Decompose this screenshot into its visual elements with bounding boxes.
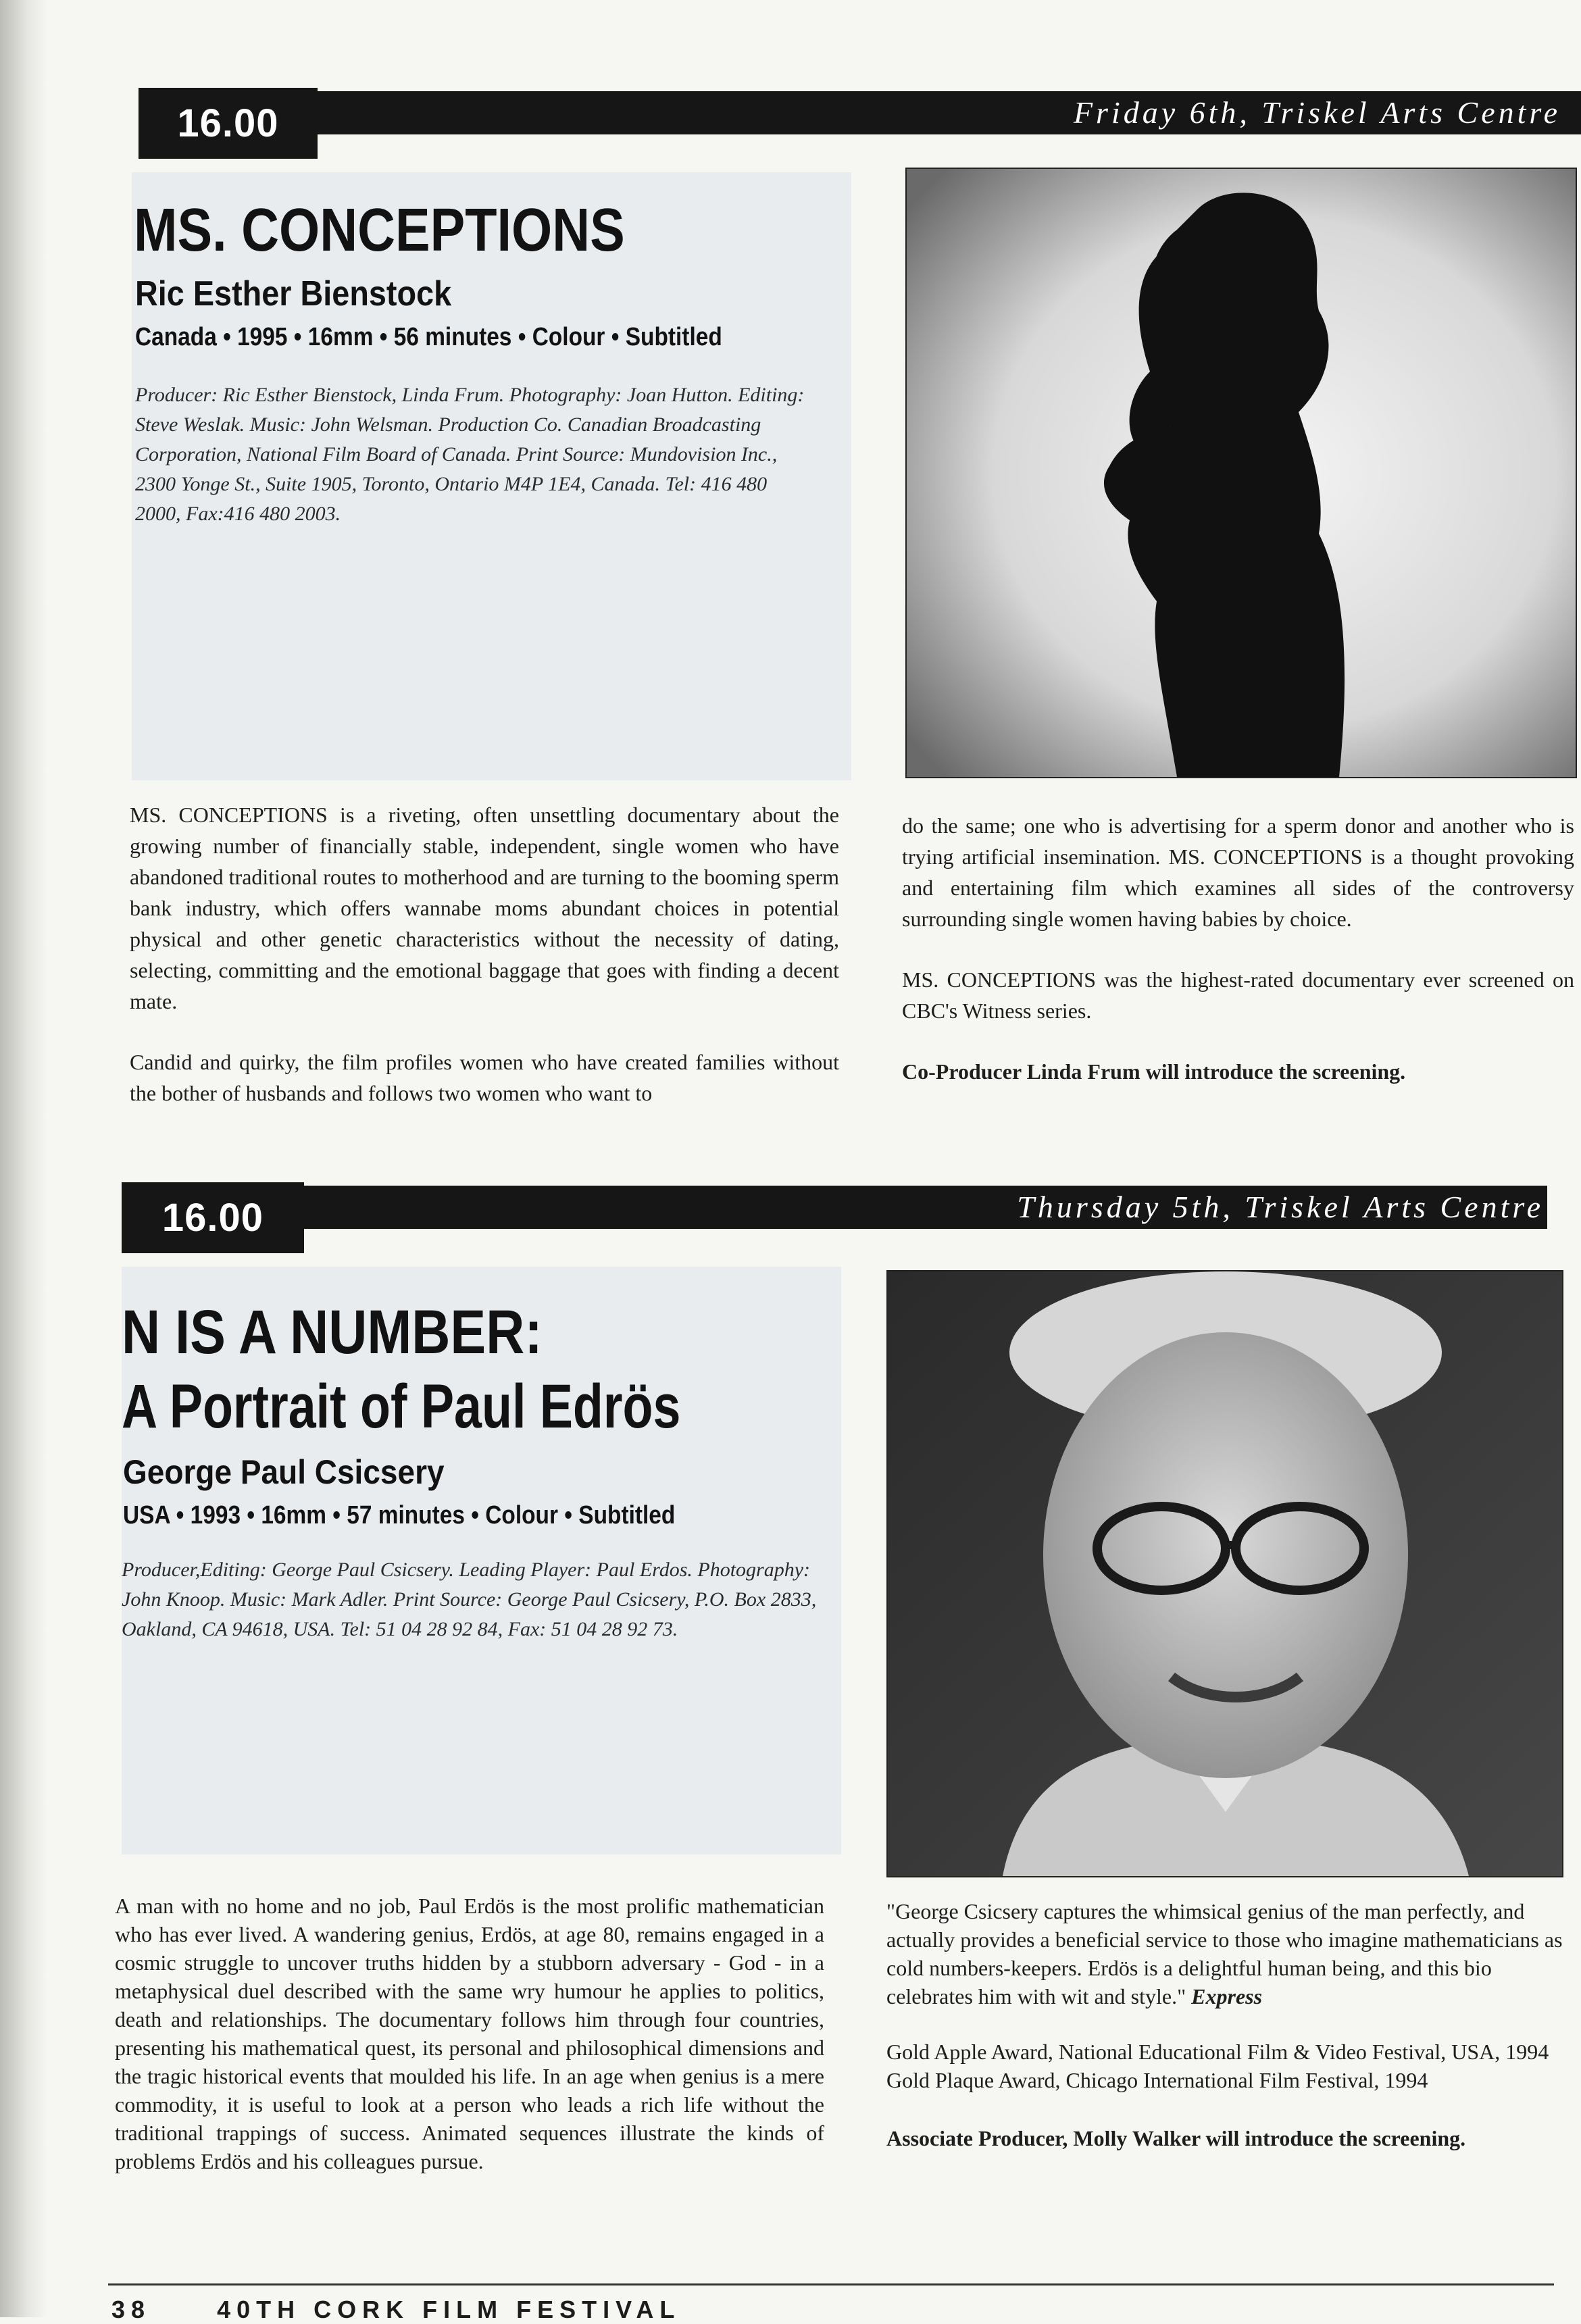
synopsis-paragraph: do the same; one who is advertising for a sperm donor and another who is trying artificial insemination. MS. CONCEPTIONS is a thought provoking and entertaining film which examines all sides of the controversy surrounding single women having babies by choice.: [902, 813, 1574, 931]
synopsis-paragraph: MS. CONCEPTIONS was the highest-rated documentary ever screened on CBC's Witness series.: [902, 967, 1574, 1023]
screening-time: 16.00: [139, 88, 318, 159]
film-title: N IS A NUMBER:: [122, 1298, 543, 1367]
film-credits: Producer,Editing: George Paul Csicsery. Leading Player: Paul Erdos. Photography: John Knoop. Music: Mark Adler. Print Source: George Paul Csicsery, P.O. Box 2833, Oakland, CA 94618, USA. Tel: 51 04 28 92 84, Fax: 51 04 28 92 73.: [122, 1559, 817, 1640]
page-footer: [111, 2296, 680, 2324]
screening-time: 16.00: [122, 1182, 304, 1253]
film-still-portrait: [886, 1270, 1563, 1877]
synopsis-column-right: [886, 1897, 1569, 2182]
film-director: George Paul Csicsery: [123, 1453, 445, 1491]
award-item: Gold Apple Award, National Educational Film & Video Festival, USA, 1994: [886, 2040, 1549, 2064]
film-director: Ric Esther Bienstock: [135, 274, 452, 313]
introduction-note: Associate Producer, Molly Walker will introduce the screening.: [886, 2126, 1466, 2150]
award-item: Gold Plaque Award, Chicago International Film Festival, 1994: [886, 2068, 1428, 2092]
synopsis-paragraph: Candid and quirky, the film profiles women who have created families without the bother of husbands and follows two women who want to: [130, 1050, 839, 1105]
page-binding-shadow: [0, 0, 47, 2317]
film-credits: Producer: Ric Esther Bienstock, Linda Frum. Photography: Joan Hutton. Editing: Steve Weslak. Music: John Welsman. Production Co. Canadian Broadcasting Corporation, National Film Board of Canada. Print Source: Mundovision Inc., 2300 Yonge St., Suite 1905, Toronto, Ontario M4P 1E4, Canada. Tel: 416 480 2000, Fax:416 480 2003.: [135, 384, 805, 525]
film-details: USA • 1993 • 16mm • 57 minutes • Colour • Subtitled: [123, 1501, 676, 1530]
footer-rule: [108, 2283, 1554, 2285]
film-details: Canada • 1995 • 16mm • 56 minutes • Colour • Subtitled: [135, 323, 722, 351]
publication-name: 40TH CORK FILM FESTIVAL: [217, 2296, 681, 2323]
review-quote-text: "George Csicsery captures the whimsical genius of the man perfectly, and actually provides a beneficial service to those who imagine mathematicians as cold numbers-keepers. Erdös is a delightful human being, and this bio celebrates him with wit and style.": [886, 1899, 1563, 2009]
film-subtitle: A Portrait of Paul Edrös: [122, 1372, 681, 1441]
synopsis-column-left: [130, 799, 839, 1138]
review-quote: [886, 1897, 1569, 2011]
screening-venue: Thursday 5th, Triskel Arts Centre: [1017, 1190, 1544, 1224]
synopsis-paragraph: A man with no home and no job, Paul Erdös is the most prolific mathematician who has ever lived. A wandering genius, Erdös, at age 80, remains engaged in a cosmic struggle to uncover truths hidden by a stubborn adversary - God - in a metaphysical duel described with the same wry humour he applies to politics, death and relationships. The documentary follows him through four countries, presenting his mathematical quest, its personal and philosophical dimensions and the tragic historical events that moulded his life. In an age when genius is a mere commodity, it is useful to look at a person who leads a rich life without the traditional trappings of success. Animated sequences illustrate the kinds of problems Erdös and his colleagues pursue.: [115, 1894, 824, 2173]
introduction-note: Co-Producer Linda Frum will introduce the screening.: [902, 1059, 1406, 1084]
review-quote-source: Express: [1191, 1984, 1263, 2009]
synopsis-paragraph: MS. CONCEPTIONS is a riveting, often unsettling documentary about the growing number of financially stable, independent, single women who have abandoned traditional routes to motherhood and are turning to the booming sperm bank industry, which offers wannabe moms abundant choices in potential physical and other genetic characteristics without the necessity of dating, selecting, committing and the emotional baggage that goes with finding a decent mate.: [130, 803, 839, 1013]
synopsis-column-right: [902, 810, 1574, 1117]
page-number: 38: [111, 2296, 151, 2323]
film-title: MS. CONCEPTIONS: [134, 197, 625, 264]
film-still-silhouette: [905, 168, 1577, 778]
synopsis-column-left: [115, 1892, 824, 2205]
screening-venue: Friday 6th, Triskel Arts Centre: [1073, 95, 1561, 130]
